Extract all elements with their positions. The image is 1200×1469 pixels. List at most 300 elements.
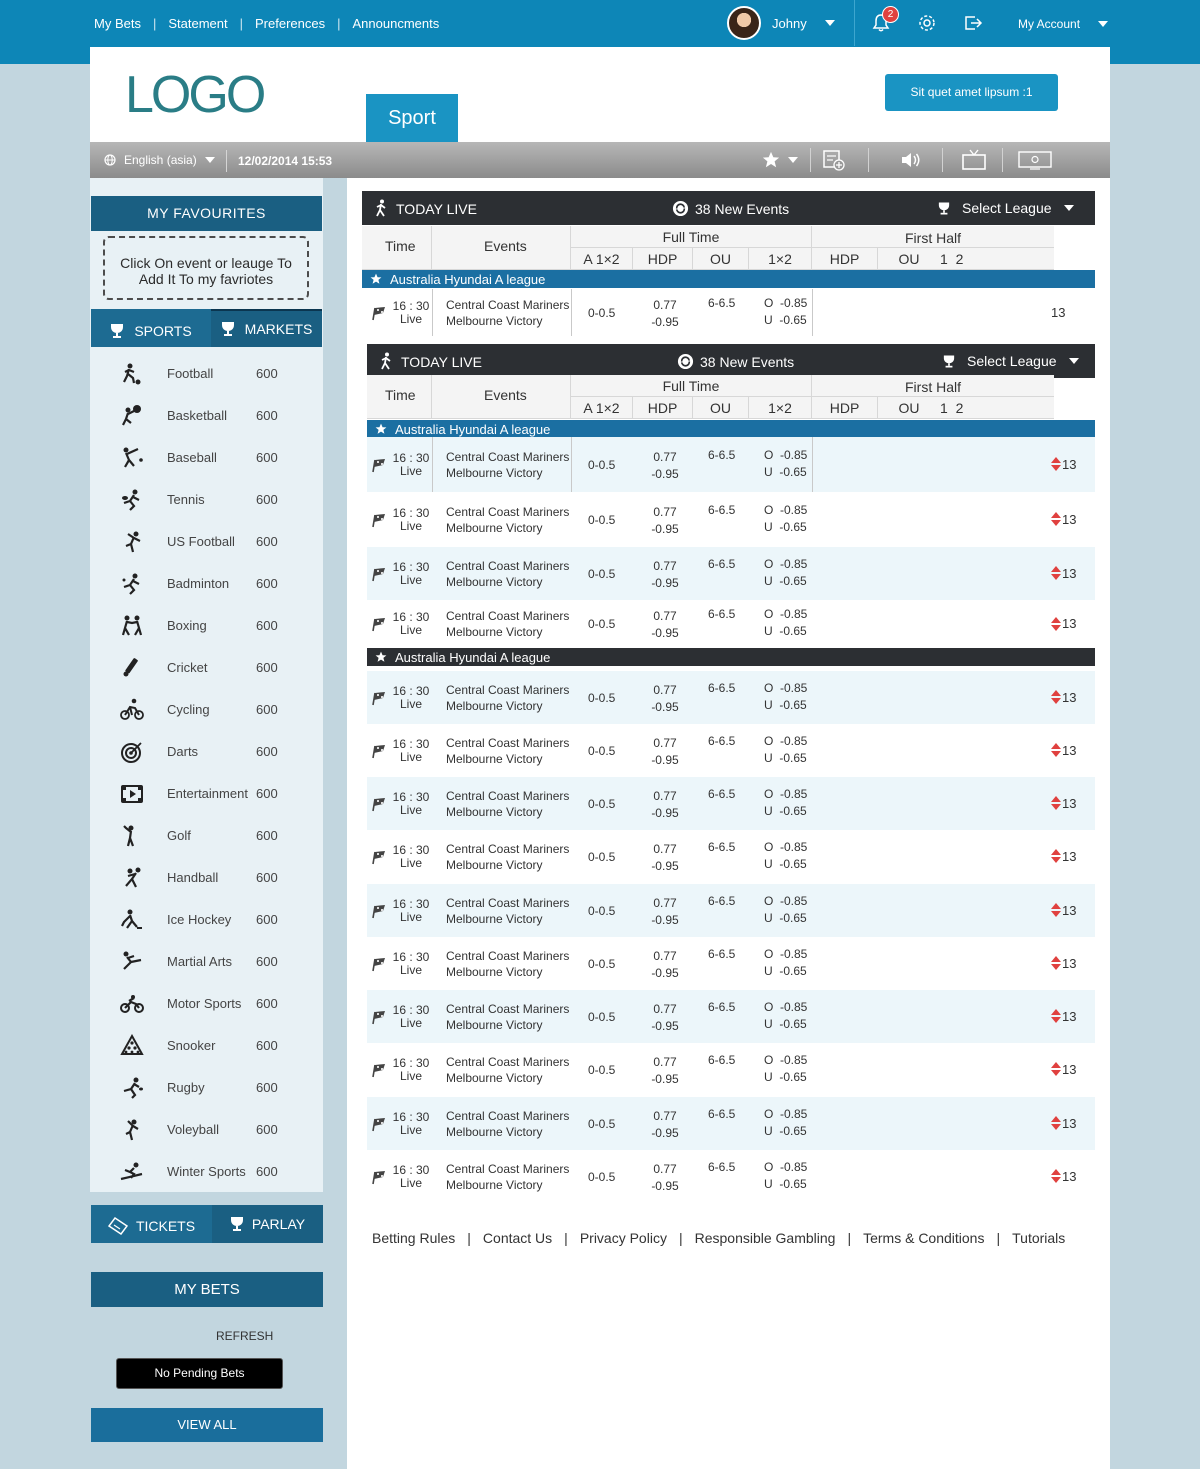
odds-a12[interactable]: 0-0.5 <box>588 796 616 811</box>
odds-a12[interactable]: 0-0.5 <box>588 1169 616 1184</box>
odds-a12[interactable]: 0-0.5 <box>588 1116 616 1131</box>
odds-under[interactable]: U -0.65 <box>764 963 807 978</box>
match-row[interactable] <box>367 777 1095 830</box>
col-time-cell <box>371 375 432 419</box>
league-header[interactable] <box>367 420 1095 438</box>
odds-hdp[interactable] <box>650 1054 680 1088</box>
odds-over[interactable]: O -0.85 <box>764 893 808 908</box>
odds-hdp-bottom[interactable]: -0.95 <box>651 965 679 980</box>
up-down-arrows-icon <box>1051 743 1061 757</box>
away-team[interactable]: Melbourne Victory <box>446 911 543 926</box>
match-teams[interactable] <box>446 788 569 820</box>
odds-ou[interactable]: 6-6.5 <box>708 607 736 621</box>
league-header[interactable] <box>367 648 1095 666</box>
avatar[interactable] <box>727 6 761 40</box>
logo[interactable]: LOGO <box>125 66 264 124</box>
more-bets-count-label: 13 <box>1062 456 1077 472</box>
odds-under[interactable]: U -0.65 <box>764 1123 807 1138</box>
odds-hdp-top[interactable]: 0.77 <box>653 735 677 750</box>
more-bets-count[interactable] <box>1051 849 1076 864</box>
away-team[interactable]: Melbourne Victory <box>446 625 543 639</box>
match-teams[interactable] <box>446 297 569 329</box>
gear-icon[interactable] <box>917 13 937 33</box>
footer-separator: | <box>467 1230 471 1246</box>
volleyball-icon <box>120 1118 144 1142</box>
odds-hdp-bottom[interactable]: -0.95 <box>651 752 679 767</box>
odds-hdp[interactable] <box>650 682 680 716</box>
sidebar-item-handball[interactable] <box>90 856 323 898</box>
sport-name: Motor Sports <box>167 996 242 1011</box>
match-teams[interactable] <box>446 1001 569 1033</box>
match-row[interactable] <box>367 884 1095 937</box>
view-all-button[interactable]: VIEW ALL <box>91 1408 323 1442</box>
odds-hdp-bottom[interactable]: -0.95 <box>651 1018 679 1033</box>
nav-preferences[interactable]: Preferences <box>255 16 326 31</box>
odds-hdp-top[interactable]: 0.77 <box>653 297 677 312</box>
odds-a12[interactable]: 0-0.5 <box>588 903 616 918</box>
home-team[interactable]: Central Coast Mariners <box>446 1161 570 1176</box>
odds-ou[interactable]: 6-6.5 <box>708 1106 736 1121</box>
new-events-indicator[interactable] <box>677 353 794 370</box>
user-menu[interactable] <box>727 6 835 40</box>
match-teams[interactable] <box>446 449 569 481</box>
flag-icon <box>371 903 387 919</box>
live-runner-icon <box>374 199 388 217</box>
odds-over[interactable]: O -0.85 <box>764 447 808 462</box>
sidebar-item-cycling[interactable] <box>90 688 323 730</box>
odds-ou[interactable]: 6-6.5 <box>708 680 736 695</box>
more-bets-count[interactable] <box>1051 1169 1076 1184</box>
tv-button[interactable] <box>962 148 986 172</box>
match-status: Live <box>399 572 422 587</box>
match-time: 16 : 30 <box>392 1162 430 1177</box>
odds-hdp[interactable] <box>650 504 680 538</box>
odds-hdp-bottom[interactable]: -0.95 <box>651 805 679 820</box>
odds-1x2[interactable] <box>764 1106 807 1140</box>
odds-1x2[interactable] <box>764 447 807 481</box>
odds-table-header <box>367 375 1054 419</box>
select-league-dropdown[interactable] <box>938 200 1074 216</box>
my-account-menu[interactable] <box>1018 17 1108 31</box>
footer-tutorials[interactable]: Tutorials <box>1012 1230 1066 1246</box>
match-time: 16 : 30 <box>392 842 430 857</box>
match-time: 16 : 30 <box>392 1109 430 1124</box>
odds-hdp-bottom[interactable]: -0.95 <box>651 912 679 927</box>
notification-badge[interactable]: 2 <box>882 6 899 23</box>
odds-over[interactable]: O -0.85 <box>764 607 808 621</box>
odds-a12[interactable]: 0-0.5 <box>588 849 616 864</box>
live-stream-button[interactable] <box>1018 148 1052 172</box>
odds-hdp-top[interactable]: 0.77 <box>653 948 677 963</box>
up-down-arrows-icon <box>1051 1116 1061 1130</box>
sidebar-item-snooker[interactable] <box>90 1024 323 1066</box>
odds-over[interactable]: O -0.85 <box>764 556 808 571</box>
star-icon[interactable] <box>375 651 387 663</box>
odds-1x2[interactable] <box>764 786 807 820</box>
home-team[interactable]: Central Coast Mariners <box>446 1108 570 1123</box>
odds-1x2[interactable] <box>764 680 807 714</box>
odds-under[interactable]: U -0.65 <box>764 624 807 638</box>
league-header[interactable] <box>362 270 1095 288</box>
match-teams[interactable] <box>446 948 569 980</box>
odds-under[interactable]: U -0.65 <box>764 750 807 765</box>
sidebar-item-motor-sports[interactable] <box>90 982 323 1024</box>
match-row[interactable] <box>367 492 1095 547</box>
match-teams[interactable] <box>446 1108 569 1140</box>
flag-icon <box>371 743 387 759</box>
odds-under[interactable]: U -0.65 <box>764 519 807 534</box>
odds-over[interactable]: O -0.85 <box>764 1052 808 1067</box>
sidebar-item-football[interactable] <box>90 352 323 394</box>
sport-name: Golf <box>167 828 191 843</box>
match-teams[interactable] <box>446 1161 569 1193</box>
odds-hdp-top[interactable]: 0.77 <box>653 841 677 856</box>
odds-a12[interactable]: 0-0.5 <box>588 617 616 631</box>
match-row[interactable] <box>367 547 1095 600</box>
odds-1x2[interactable] <box>764 839 807 873</box>
odds-1x2[interactable] <box>764 1159 807 1193</box>
away-team[interactable]: Melbourne Victory <box>446 313 543 328</box>
home-team[interactable]: Central Coast Mariners <box>446 788 570 803</box>
sport-name: Ice Hockey <box>167 912 232 927</box>
odds-hdp[interactable] <box>650 735 680 769</box>
odds-hdp[interactable] <box>650 1161 680 1195</box>
odds-hdp-bottom[interactable]: -0.95 <box>651 626 679 640</box>
tab-tickets-label: TICKETS <box>135 1218 196 1234</box>
match-row[interactable] <box>367 990 1095 1043</box>
match-status: Live <box>399 623 422 637</box>
home-team[interactable]: Central Coast Mariners <box>446 682 570 697</box>
footer-betting-rules[interactable]: Betting Rules <box>372 1230 456 1246</box>
sound-button[interactable] <box>900 148 922 172</box>
logout-icon[interactable] <box>963 13 983 33</box>
odds-hdp[interactable] <box>650 449 680 483</box>
odds-a12[interactable]: 0-0.5 <box>588 566 616 581</box>
odds-hdp-top[interactable]: 0.77 <box>653 1001 677 1016</box>
odds-hdp-bottom[interactable]: -0.95 <box>651 575 679 590</box>
away-team[interactable]: Melbourne Victory <box>446 1124 543 1139</box>
odds-under[interactable]: U -0.65 <box>764 464 807 479</box>
sidebar-item-ice-hockey[interactable] <box>90 898 323 940</box>
odds-hdp-top[interactable]: 0.77 <box>653 449 677 464</box>
sidebar-item-darts[interactable] <box>90 730 323 772</box>
odds-ou[interactable]: 6-6.5 <box>708 295 736 310</box>
cell-divider <box>812 437 813 492</box>
odds-ou[interactable]: 6-6.5 <box>708 733 736 748</box>
more-bets-count[interactable] <box>1051 1116 1076 1131</box>
odds-hdp-top[interactable]: 0.77 <box>653 1054 677 1069</box>
home-team[interactable]: Central Coast Mariners <box>446 1001 570 1016</box>
home-team[interactable]: Central Coast Mariners <box>446 558 570 573</box>
match-teams[interactable] <box>446 735 569 767</box>
home-team[interactable]: Central Coast Mariners <box>446 735 570 750</box>
more-bets-count[interactable] <box>1051 690 1076 705</box>
divider <box>226 150 227 172</box>
odds-a12[interactable]: 0-0.5 <box>588 512 616 527</box>
more-bets-count[interactable] <box>1051 512 1076 527</box>
odds-hdp-bottom[interactable]: -0.95 <box>651 466 679 481</box>
match-row[interactable] <box>367 830 1095 883</box>
odds-hdp[interactable] <box>650 1108 680 1142</box>
odds-hdp-bottom[interactable]: -0.95 <box>651 858 679 873</box>
match-row[interactable] <box>367 1150 1095 1203</box>
odds-hdp-top[interactable]: 0.77 <box>653 504 677 519</box>
match-teams[interactable] <box>446 682 569 714</box>
odds-under[interactable]: U -0.65 <box>764 1176 807 1191</box>
away-team[interactable]: Melbourne Victory <box>446 1070 543 1085</box>
nav-my-bets[interactable]: My Bets <box>94 16 141 31</box>
match-teams[interactable] <box>446 558 569 590</box>
odds-hdp[interactable] <box>650 297 680 331</box>
chevron-down-icon[interactable] <box>825 20 835 26</box>
more-bets-count[interactable] <box>1051 903 1076 918</box>
away-team[interactable]: Melbourne Victory <box>446 964 543 979</box>
more-bets-count[interactable] <box>1051 305 1065 320</box>
away-team[interactable]: Melbourne Victory <box>446 574 543 589</box>
my-account-label[interactable]: My Account <box>1018 17 1081 31</box>
star-icon[interactable] <box>370 273 382 285</box>
sidebar-item-badminton[interactable] <box>90 562 323 604</box>
match-time-cell <box>392 1164 430 1190</box>
tab-sports[interactable] <box>91 309 211 347</box>
select-league-dropdown[interactable] <box>943 353 1079 369</box>
more-bets-count[interactable] <box>1051 1062 1076 1077</box>
home-team[interactable]: Central Coast Mariners <box>446 609 570 623</box>
odds-ou[interactable]: 6-6.5 <box>708 447 736 462</box>
odds-hdp-top[interactable]: 0.77 <box>653 1161 677 1176</box>
more-bets-count[interactable] <box>1051 796 1076 811</box>
star-icon[interactable] <box>375 423 387 435</box>
match-row[interactable] <box>367 1097 1095 1150</box>
sidebar-item-volleyball[interactable] <box>90 1108 323 1150</box>
odds-a12[interactable]: 0-0.5 <box>588 457 616 472</box>
match-teams[interactable] <box>446 1054 569 1086</box>
sidebar-item-us-football[interactable] <box>90 520 323 562</box>
odds-hdp-bottom[interactable]: -0.95 <box>651 521 679 536</box>
favourites-dropzone <box>103 236 309 300</box>
match-row[interactable] <box>367 289 1095 336</box>
odds-ou[interactable]: 6-6.5 <box>708 893 736 908</box>
odds-under[interactable]: U -0.65 <box>764 910 807 925</box>
home-team[interactable]: Central Coast Mariners <box>446 449 570 464</box>
sidebar-item-boxing[interactable] <box>90 604 323 646</box>
match-teams[interactable] <box>446 504 569 536</box>
odds-a12[interactable]: 0-0.5 <box>588 1062 616 1077</box>
home-team[interactable]: Central Coast Mariners <box>446 895 570 910</box>
odds-under[interactable]: U -0.65 <box>764 1069 807 1084</box>
odds-over[interactable]: O -0.85 <box>764 680 808 695</box>
odds-hdp[interactable] <box>650 558 680 592</box>
odds-under[interactable]: U -0.65 <box>764 803 807 818</box>
odds-over[interactable]: O -0.85 <box>764 999 808 1014</box>
up-down-arrows-icon <box>1051 903 1061 917</box>
odds-hdp[interactable] <box>650 608 680 642</box>
odds-table-header <box>362 226 1054 270</box>
sidebar-item-basketball[interactable] <box>90 394 323 436</box>
odds-hdp[interactable] <box>650 895 680 929</box>
sidebar-item-winter-sports[interactable] <box>90 1150 323 1192</box>
sport-count: 600 <box>256 534 278 549</box>
divider <box>942 148 943 172</box>
nav-announcements[interactable]: Announcments <box>352 16 440 31</box>
globe-icon <box>104 154 116 166</box>
more-bets-count-label: 13 <box>1062 795 1077 811</box>
odds-ou[interactable]: 6-6.5 <box>708 1159 736 1174</box>
odds-under[interactable]: U -0.65 <box>764 697 807 712</box>
home-team[interactable]: Central Coast Mariners <box>446 504 570 519</box>
sidebar-item-golf[interactable] <box>90 814 323 856</box>
more-bets-count[interactable] <box>1051 956 1076 971</box>
odds-1x2[interactable] <box>764 946 807 980</box>
odds-under[interactable]: U -0.65 <box>764 573 807 588</box>
new-events-indicator[interactable] <box>672 200 789 217</box>
match-teams[interactable] <box>446 895 569 927</box>
home-team[interactable]: Central Coast Mariners <box>446 841 570 856</box>
more-bets-count[interactable] <box>1051 743 1076 758</box>
match-row[interactable] <box>367 600 1095 648</box>
add-bet-slip-button[interactable] <box>822 148 846 172</box>
odds-hdp-bottom[interactable]: -0.95 <box>651 1178 679 1193</box>
odds-hdp-bottom[interactable]: -0.95 <box>651 1125 679 1140</box>
odds-1x2[interactable] <box>764 502 807 536</box>
home-team[interactable]: Central Coast Mariners <box>446 297 570 312</box>
odds-over[interactable]: O -0.85 <box>764 946 808 961</box>
odds-ou[interactable]: 6-6.5 <box>708 999 736 1014</box>
favourites-dropdown[interactable] <box>762 148 798 172</box>
tab-tickets[interactable] <box>91 1205 212 1243</box>
odds-a12[interactable]: 0-0.5 <box>588 1009 616 1024</box>
odds-over[interactable]: O -0.85 <box>764 502 808 517</box>
flag-icon <box>371 457 387 473</box>
odds-hdp[interactable] <box>650 1001 680 1035</box>
sidebar-item-rugby[interactable] <box>90 1066 323 1108</box>
odds-a12[interactable]: 0-0.5 <box>588 690 616 705</box>
tab-parlay[interactable] <box>212 1205 323 1243</box>
tab-sport[interactable]: Sport <box>366 94 458 142</box>
recycle-icon <box>677 353 694 370</box>
away-team[interactable]: Melbourne Victory <box>446 1177 543 1192</box>
odds-hdp-top[interactable]: 0.77 <box>653 895 677 910</box>
odds-1x2[interactable] <box>764 556 807 590</box>
odds-hdp-top[interactable]: 0.77 <box>653 609 677 623</box>
star-icon <box>762 151 780 169</box>
more-bets-count[interactable] <box>1051 566 1076 581</box>
match-row[interactable] <box>367 937 1095 990</box>
match-status: Live <box>399 696 422 711</box>
odds-1x2[interactable] <box>764 733 807 767</box>
odds-hdp-top[interactable]: 0.77 <box>653 558 677 573</box>
odds-hdp[interactable] <box>650 841 680 875</box>
footer-contact-us[interactable]: Contact Us <box>482 1230 553 1246</box>
promo-button[interactable]: Sit quet amet lipsum :1 <box>885 74 1058 111</box>
footer-privacy-policy[interactable]: Privacy Policy <box>579 1230 667 1246</box>
sidebar-item-entertainment[interactable] <box>90 772 323 814</box>
away-team[interactable]: Melbourne Victory <box>446 857 543 872</box>
footer-terms[interactable]: Terms & Conditions <box>863 1230 985 1246</box>
away-team[interactable]: Melbourne Victory <box>446 804 543 819</box>
home-team[interactable]: Central Coast Mariners <box>446 948 570 963</box>
tab-markets[interactable] <box>211 309 322 347</box>
odds-1x2[interactable] <box>764 893 807 927</box>
refresh-button[interactable]: REFRESH <box>216 1329 274 1343</box>
col-time: Time <box>385 238 416 254</box>
more-bets-count[interactable] <box>1051 1009 1076 1024</box>
odds-hdp-top[interactable]: 0.77 <box>653 682 677 697</box>
match-row[interactable] <box>367 437 1095 492</box>
odds-hdp-bottom[interactable]: -0.95 <box>651 314 679 329</box>
match-teams[interactable] <box>446 608 569 640</box>
away-team[interactable]: Melbourne Victory <box>446 465 543 480</box>
odds-under[interactable]: U -0.65 <box>764 856 807 871</box>
odds-a12[interactable]: 0-0.5 <box>588 305 616 320</box>
match-time-cell <box>392 951 430 977</box>
footer-responsible-gambling[interactable]: Responsible Gambling <box>694 1230 836 1246</box>
odds-over[interactable]: O -0.85 <box>764 1106 808 1121</box>
odds-1x2[interactable] <box>764 295 807 329</box>
away-team[interactable]: Melbourne Victory <box>446 751 543 766</box>
odds-under[interactable]: U -0.65 <box>764 312 807 327</box>
odds-1x2[interactable] <box>764 606 807 640</box>
more-bets-count[interactable] <box>1051 616 1076 631</box>
boxing-icon <box>120 614 144 638</box>
odds-ou[interactable]: 6-6.5 <box>708 556 736 571</box>
odds-over[interactable]: O -0.85 <box>764 733 808 748</box>
odds-a12[interactable]: 0-0.5 <box>588 956 616 971</box>
sidebar-item-cricket[interactable] <box>90 646 323 688</box>
football-icon <box>120 362 144 386</box>
select-league-label: Select League <box>962 200 1052 216</box>
odds-hdp-top[interactable]: 0.77 <box>653 788 677 803</box>
home-team[interactable]: Central Coast Mariners <box>446 1054 570 1069</box>
user-name[interactable]: Johny <box>772 15 807 31</box>
odds-over[interactable]: O -0.85 <box>764 786 808 801</box>
match-row[interactable] <box>367 671 1095 724</box>
sidebar-item-tennis[interactable] <box>90 478 323 520</box>
match-row[interactable] <box>367 724 1095 777</box>
odds-ou[interactable]: 6-6.5 <box>708 839 736 854</box>
odds-hdp-bottom[interactable]: -0.95 <box>651 699 679 714</box>
chevron-down-icon[interactable] <box>1098 21 1108 27</box>
today-live-title: TODAY LIVE <box>401 354 482 370</box>
odds-ou[interactable]: 6-6.5 <box>708 786 736 801</box>
odds-a12[interactable]: 0-0.5 <box>588 743 616 758</box>
language-select[interactable] <box>104 153 215 167</box>
odds-hdp-bottom[interactable]: -0.95 <box>651 1071 679 1086</box>
odds-under[interactable]: U -0.65 <box>764 1016 807 1031</box>
odds-hdp[interactable] <box>650 948 680 982</box>
more-bets-count[interactable] <box>1051 457 1076 472</box>
odds-1x2[interactable] <box>764 999 807 1033</box>
odds-over[interactable]: O -0.85 <box>764 839 808 854</box>
away-team[interactable]: Melbourne Victory <box>446 520 543 535</box>
away-team[interactable]: Melbourne Victory <box>446 698 543 713</box>
odds-ou[interactable]: 6-6.5 <box>708 946 736 961</box>
sidebar-item-martial-arts[interactable] <box>90 940 323 982</box>
away-team[interactable]: Melbourne Victory <box>446 1017 543 1032</box>
odds-1x2[interactable] <box>764 1052 807 1086</box>
sidebar-item-baseball[interactable] <box>90 436 323 478</box>
match-status: Live <box>399 311 422 326</box>
odds-over[interactable]: O -0.85 <box>764 295 808 310</box>
odds-hdp-top[interactable]: 0.77 <box>653 1108 677 1123</box>
odds-ou[interactable]: 6-6.5 <box>708 1052 736 1067</box>
odds-hdp[interactable] <box>650 788 680 822</box>
odds-ou[interactable]: 6-6.5 <box>708 502 736 517</box>
match-row[interactable] <box>367 1043 1095 1096</box>
nav-statement[interactable]: Statement <box>168 16 228 31</box>
odds-over[interactable]: O -0.85 <box>764 1159 808 1174</box>
match-teams[interactable] <box>446 841 569 873</box>
